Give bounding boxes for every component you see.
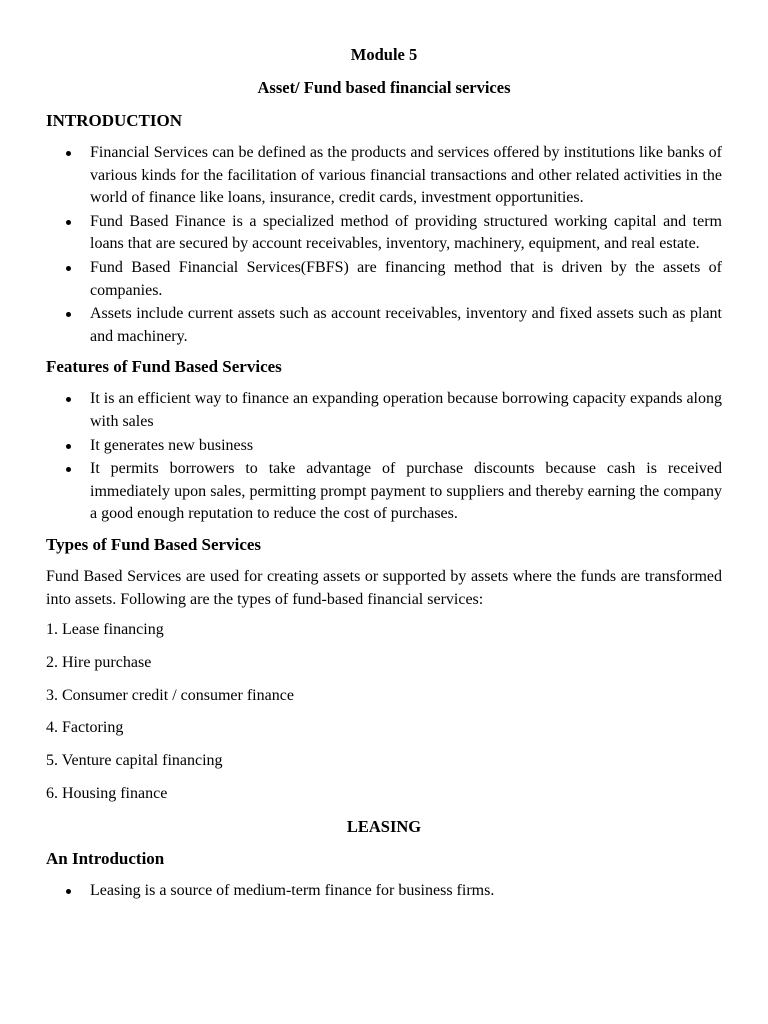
list-item — [46, 303, 722, 348]
features-bullet-list — [46, 388, 722, 526]
list-item: 5. Venture capital financing — [46, 752, 223, 770]
features-heading: Features of Fund Based Services — [46, 357, 282, 377]
list-item: 4. Factoring — [46, 719, 124, 737]
list-item — [46, 880, 722, 903]
module-title: Module 5 — [350, 45, 418, 64]
bullet-icon — [66, 444, 71, 449]
page-content — [46, 44, 722, 910]
bullet-text: It generates new business — [90, 436, 254, 454]
bullet-icon — [66, 397, 71, 402]
leasing-bullet-list — [46, 880, 722, 903]
bullet-text: Fund Based Financial Services(FBFS) are financing method that is driven by the assets of companies. — [90, 258, 722, 299]
types-paragraph: Fund Based Services are used for creating assets or supported by assets where the funds are transformed into assets. Following are the types of fund-based financial services: — [46, 567, 722, 608]
list-item: 1. Lease financing — [46, 621, 164, 639]
bullet-text: It permits borrowers to take advantage of purchase discounts because cash is received immediately upon sales, permitting prompt payment to suppliers and thereby earning the company a good enough reputation to reduce the cost of purchases. — [90, 460, 722, 523]
bullet-icon — [66, 220, 71, 225]
list-item — [46, 435, 722, 458]
leasing-title: LEASING — [346, 816, 422, 836]
bullet-text: Assets include current assets such as account receivables, inventory and fixed assets such as plant and machinery. — [90, 305, 722, 345]
bullet-text: Fund Based Finance is a specialized method of providing structured working capital and term loans that are secured by account receivables, inventory, machinery, equipment, and real estate. — [90, 212, 722, 253]
list-item: 6. Housing finance — [46, 785, 168, 803]
bullet-icon — [66, 266, 71, 271]
introduction-bullet-list — [46, 142, 722, 348]
list-item: 3. Consumer credit / consumer finance — [46, 686, 294, 704]
page-subtitle: Asset/ Fund based financial services — [257, 78, 511, 97]
bullet-text: It is an efficient way to finance an expanding operation because borrowing capacity expands along with sales — [90, 390, 722, 430]
leasing-introduction-heading: An Introduction — [46, 848, 165, 868]
bullet-icon — [66, 151, 71, 156]
bullet-text: Leasing is a source of medium-term finance for business firms. — [90, 881, 495, 899]
types-heading: Types of Fund Based Services — [46, 534, 262, 554]
list-item — [46, 388, 722, 433]
list-item — [46, 458, 722, 526]
bullet-text: Financial Services can be defined as the products and services offered by institutions like banks of various kinds for the facilitation of various financial transactions and other related activities in the world of finance like loans, insurance, credit cards, investment opportunities. — [90, 144, 722, 207]
list-item — [46, 211, 722, 256]
bullet-icon — [66, 889, 71, 894]
list-item — [46, 142, 722, 210]
list-item — [46, 257, 722, 302]
bullet-icon — [66, 467, 71, 472]
introduction-heading: INTRODUCTION — [46, 111, 183, 130]
list-item: 2. Hire purchase — [46, 653, 152, 671]
types-numbered-list — [46, 619, 722, 805]
bullet-icon — [66, 312, 71, 317]
